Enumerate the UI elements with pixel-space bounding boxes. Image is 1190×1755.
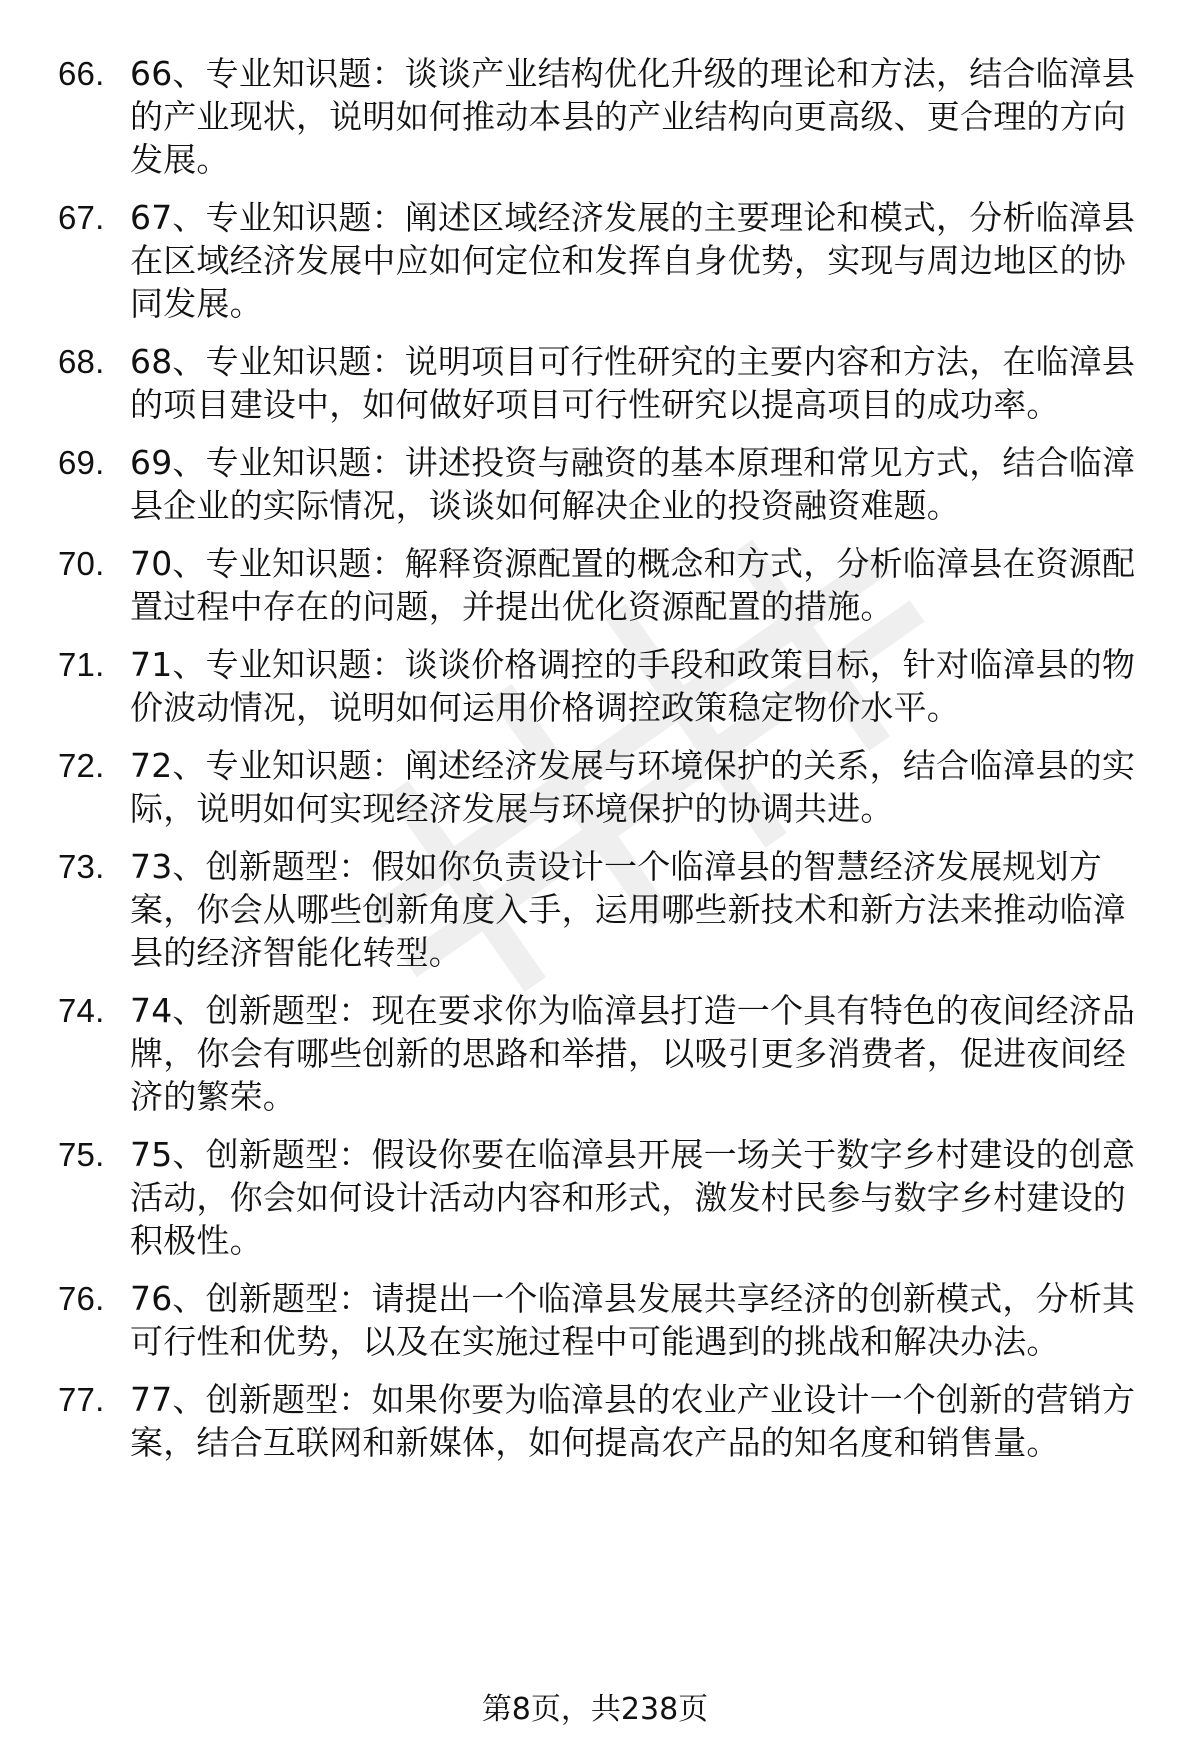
question-item-77 (58, 1378, 1148, 1464)
question-number: 74. (58, 992, 105, 1029)
question-text: 77、创新题型：如果你要为临漳县的农业产业设计一个创新的营销方案，结合互联网和新媒体，如何提高农产品的知名度和销售量。 (130, 1380, 1136, 1462)
question-item-74 (58, 989, 1148, 1118)
question-text: 67、专业知识题：阐述区域经济发展的主要理论和模式，分析临漳县在区域经济发展中应如何定位和发挥自身优势，实现与周边地区的协同发展。 (130, 198, 1136, 323)
question-number: 72. (58, 747, 105, 784)
question-number: 77. (58, 1381, 105, 1418)
question-text: 74、创新题型：现在要求你为临漳县打造一个具有特色的夜间经济品牌，你会有哪些创新的思路和举措，以吸引更多消费者，促进夜间经济的繁荣。 (130, 991, 1136, 1116)
question-number: 73. (58, 848, 105, 885)
question-text: 73、创新题型：假如你负责设计一个临漳县的智慧经济发展规划方案，你会从哪些创新角度入手，运用哪些新技术和新方法来推动临漳县的经济智能化转型。 (130, 847, 1126, 972)
question-item-71 (58, 643, 1148, 729)
question-number: 66. (58, 55, 105, 92)
question-text: 66、专业知识题：谈谈产业结构优化升级的理论和方法，结合临漳县的产业现状，说明如何推动本县的产业结构向更高级、更合理的方向发展。 (130, 54, 1136, 179)
question-item-72 (58, 744, 1148, 830)
question-item-76 (58, 1277, 1148, 1363)
page-footer: 第8页，共238页 (481, 1692, 709, 1727)
question-number: 67. (58, 199, 105, 236)
question-item-68 (58, 340, 1148, 426)
question-item-73 (58, 845, 1148, 974)
question-item-66 (58, 52, 1148, 181)
question-item-75 (58, 1133, 1148, 1262)
question-item-69 (58, 441, 1148, 527)
question-item-67 (58, 196, 1148, 325)
question-number: 69. (58, 444, 105, 481)
question-number: 71. (58, 646, 105, 683)
question-item-70 (58, 542, 1148, 628)
question-text: 72、专业知识题：阐述经济发展与环境保护的关系，结合临漳县的实际，说明如何实现经济发展与环境保护的协调共进。 (130, 746, 1136, 828)
question-number: 70. (58, 545, 105, 582)
question-text: 76、创新题型：请提出一个临漳县发展共享经济的创新模式，分析其可行性和优势，以及在实施过程中可能遇到的挑战和解决办法。 (130, 1279, 1136, 1361)
question-text: 69、专业知识题：讲述投资与融资的基本原理和常见方式，结合临漳县企业的实际情况，谈谈如何解决企业的投资融资难题。 (130, 443, 1136, 525)
question-text: 70、专业知识题：解释资源配置的概念和方式，分析临漳县在资源配置过程中存在的问题，并提出优化资源配置的措施。 (130, 544, 1136, 626)
question-number: 68. (58, 343, 105, 380)
question-text: 75、创新题型：假设你要在临漳县开展一场关于数字乡村建设的创意活动，你会如何设计活动内容和形式，激发村民参与数字乡村建设的积极性。 (130, 1135, 1136, 1260)
question-text: 68、专业知识题：说明项目可行性研究的主要内容和方法，在临漳县的项目建设中，如何做好项目可行性研究以提高项目的成功率。 (130, 342, 1136, 424)
question-number: 75. (58, 1136, 105, 1173)
question-text: 71、专业知识题：谈谈价格调控的手段和政策目标，针对临漳县的物价波动情况，说明如何运用价格调控政策稳定物价水平。 (130, 645, 1136, 727)
question-list (58, 52, 1148, 1479)
question-number: 76. (58, 1280, 105, 1317)
